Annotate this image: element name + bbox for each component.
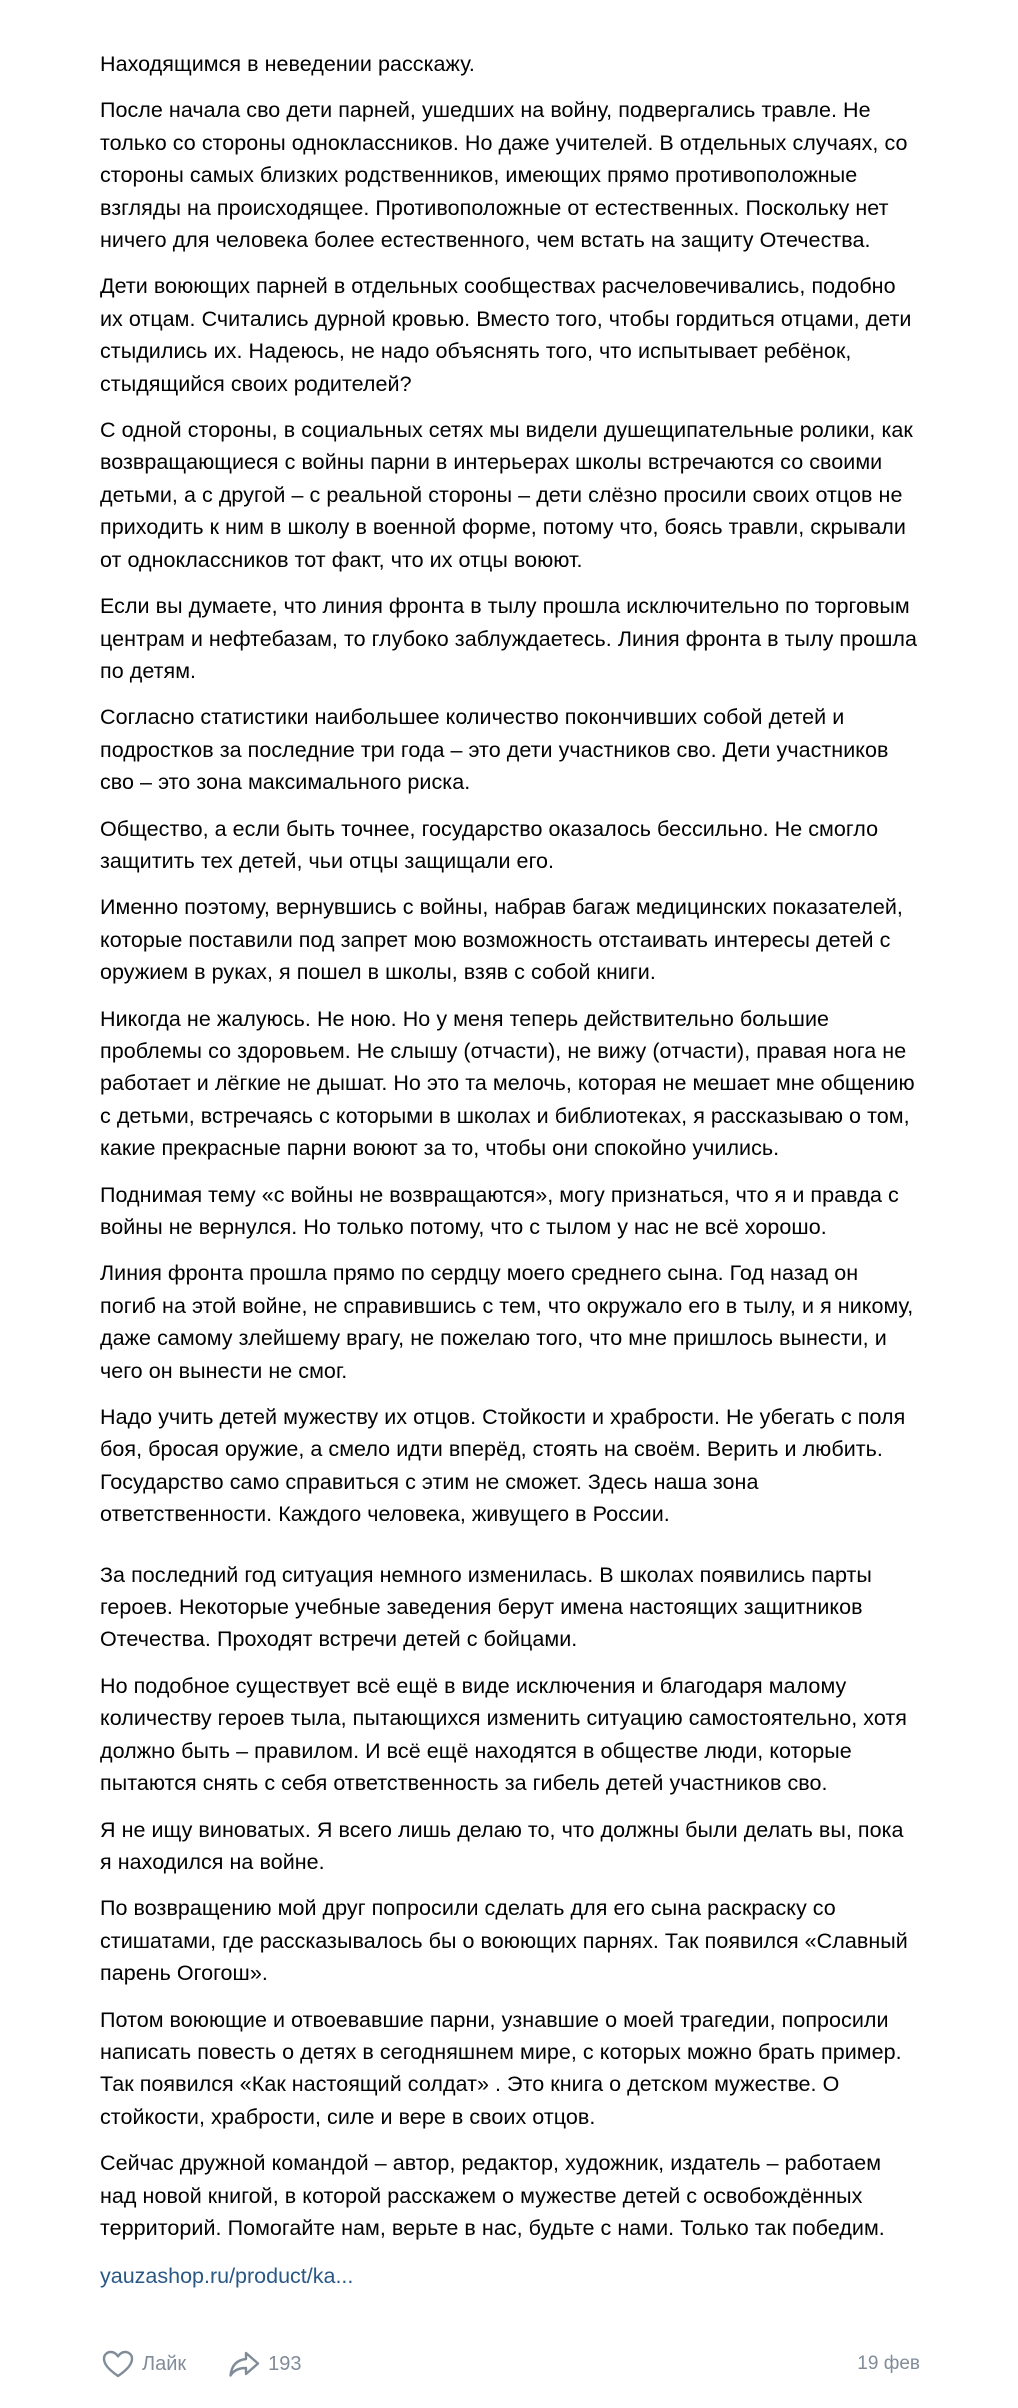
post-paragraph: Поднимая тему «с войны не возвращаются», могу признаться, что я и правда с войны не вернулся. Но только потому, что с тылом у нас не всё хорошо.: [100, 1182, 899, 1239]
post-paragraph: Линия фронта прошла прямо по сердцу моего среднего сына. Год назад он погиб на этой войне, не справившись с тем, что окружало его в тылу, и я никому, даже самому злейшему врагу, не пожелаю того, что мне пришлось вынести, и чего он вынести не смог.: [100, 1261, 914, 1383]
post-paragraph: Но подобное существует всё ещё в виде исключения и благодаря малому количеству героев тыла, пытающихся изменить ситуацию самостоятельно, хотя должно быть – правилом. И всё ещё находятся в обществе люди, которые пытаются снять с себя ответственность за гибель детей участников сво.: [100, 1673, 907, 1796]
post-paragraph: Находящимся в неведении расскажу.: [100, 52, 475, 76]
post-date[interactable]: 19 фев: [857, 2353, 920, 2374]
product-link[interactable]: yauzashop.ru/product/ka...: [100, 2264, 354, 2289]
heart-icon: [102, 2350, 142, 2378]
like-button[interactable]: [102, 2350, 186, 2378]
share-button[interactable]: [228, 2350, 301, 2378]
like-label: Лайк: [142, 2352, 187, 2375]
post-paragraph: За последний год ситуация немного изменилась. В школах появились парты героев. Некоторые учебные заведения берут имена настоящих защитников Отечества. Проходят встречи детей с бойцами.: [100, 1562, 872, 1652]
post-paragraph: Согласно статистики наибольшее количество покончивших собой детей и подростков за последние три года – это дети участников сво. Дети участников сво – это зона максимального риска.: [100, 705, 889, 795]
post-paragraph: Общество, а если быть точнее, государство оказалось бессильно. Не смогло защитить тех детей, чьи отцы защищали его.: [100, 816, 879, 873]
post-paragraph: Надо учить детей мужеству их отцов. Стойкости и храбрости. Не убегать с поля боя, бросая оружие, а смело идти вперёд, стоять на своём. Верить и любить. Государство само справиться с этим не сможет. Здесь наша зона ответственности. Каждого человека, живущего в России.: [100, 1405, 906, 1527]
share-count: 193: [268, 2352, 302, 2375]
post-paragraph: Никогда не жалуюсь. Не ною. Но у меня теперь действительно большие проблемы со здоровьем. Не слышу (отчасти), не вижу (отчасти), правая нога не работает и лёгкие не дышат. Но это та мелочь, которая не мешает мне общению с детьми, встречаясь с которыми в школах и библиотеках, я рассказываю о том, какие прекрасные парни воюют за то, чтобы они спокойно учились.: [100, 1006, 915, 1161]
post-paragraph: Я не ищу виноватых. Я всего лишь делаю то, что должны были делать вы, пока я находился на войне.: [100, 1817, 904, 1874]
post-paragraph: Именно поэтому, вернувшись с войны, набрав багаж медицинских показателей, которые поставили под запрет мою возможность отстаивать интересы детей с оружием в руках, я пошел в школы, взяв с собой книги.: [100, 895, 903, 985]
post-paragraph: После начала сво дети парней, ушедших на войну, подвергались травле. Не только со стороны одноклассников. Но даже учителей. В отдельных случаях, со стороны самых близких родственников, имеющих прямо противоположные взгляды на происходящее. Противоположные от естественных. Поскольку нет ничего для человека более естественного, чем встать на защиту Отечества.: [100, 98, 908, 253]
post-paragraph: С одной стороны, в социальных сетях мы видели душещипательные ролики, как возвращающиеся с войны парни в интерьерах школы встречаются со своими детьми, а с другой – с реальной стороны – дети слёзно просили своих отцов не приходить к ним в школу в военной форме, потому что, боясь травли, скрывали от одноклассников тот факт, что их отцы воюют.: [100, 418, 913, 572]
post-paragraph: Сейчас дружной командой – автор, редактор, художник, издатель – работаем над новой книгой, в которой расскажем о мужестве детей с освобождённых территорий. Помогайте нам, верьте в нас, будьте с нами. Только так победим.: [100, 2151, 885, 2240]
post-paragraph: По возвращению мой друг попросили сделать для его сына раскраску со стишатами, где рассказывалось бы о воюющих парнях. Так появился «Славный парень Огогош».: [100, 1896, 908, 1986]
post-paragraph: Дети воюющих парней в отдельных сообществах расчеловечивались, подобно их отцам. Считались дурной кровью. Вместо того, чтобы гордиться отцами, дети стыдились их. Надеюсь, не надо объяснять того, что испытывает ребёнок, стыдящийся своих родителей?: [100, 274, 912, 396]
share-icon: [228, 2350, 268, 2378]
post-body: [100, 48, 920, 2292]
post-actions-bar: [102, 2344, 920, 2384]
post-paragraph: Если вы думаете, что линия фронта в тылу прошла исключительно по торговым центрам и нефтебазам, то глубоко заблуждаетесь. Линия фронта в тылу прошла по детям.: [100, 594, 918, 683]
post-paragraph: Потом воюющие и отвоевавшие парни, узнавшие о моей трагедии, попросили написать повесть о детях в сегодняшнем мире, с которых можно брать пример. Так появился «Как настоящий солдат» . Это книга о детском мужестве. О стойкости, храбрости, силе и вере в своих отцов.: [100, 2007, 902, 2129]
